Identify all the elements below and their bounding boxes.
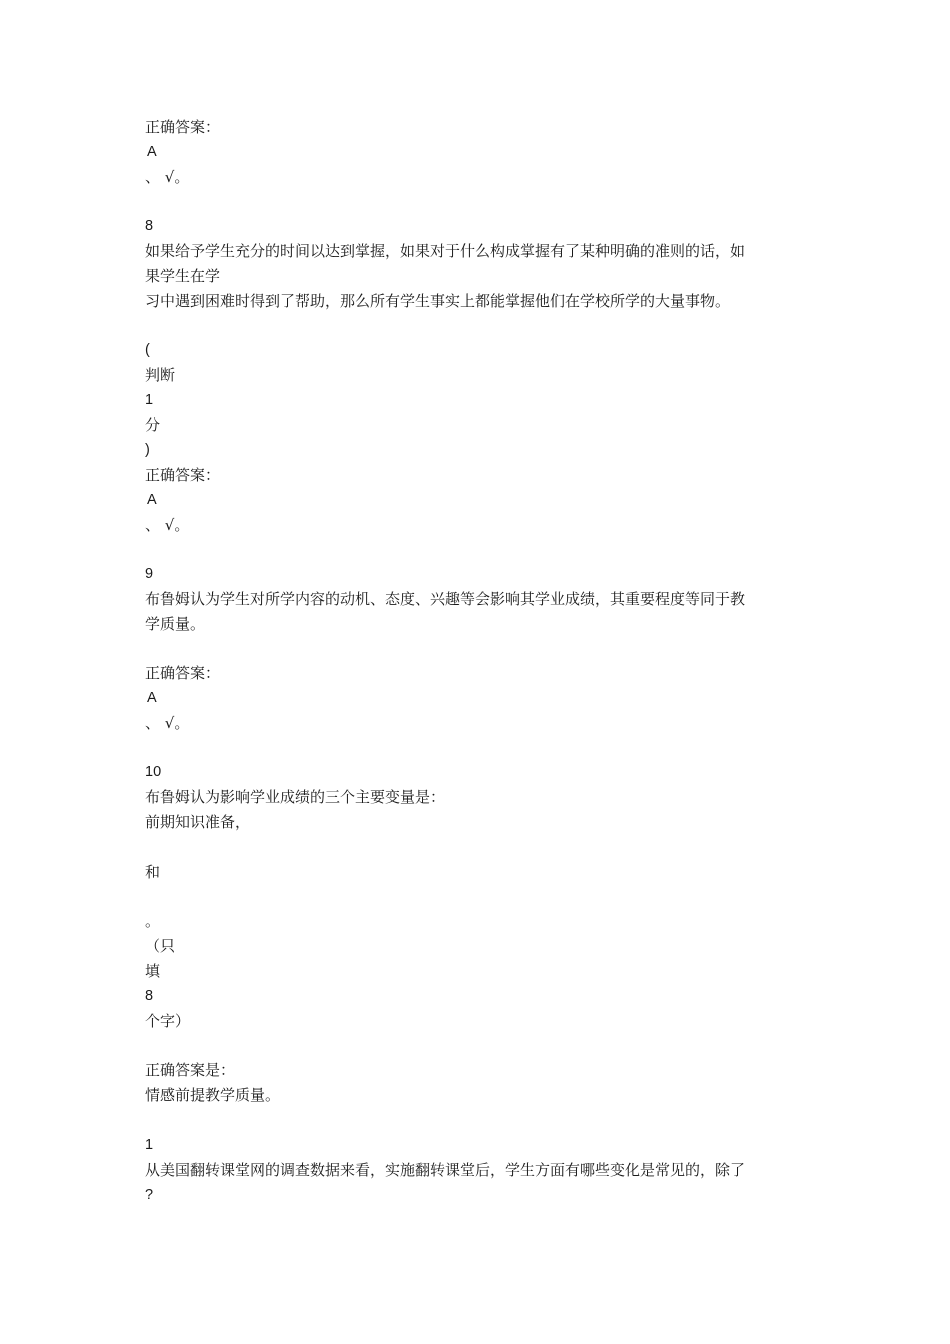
question-meta: 1 (145, 392, 154, 408)
answer-mark: 、 √。 (145, 168, 190, 186)
question-text-line: 从美国翻转课堂网的调查数据来看，实施翻转课堂后，学生方面有哪些变化是常见的，除了 (145, 1161, 746, 1179)
answer-option: A (147, 690, 157, 706)
question-text-line: 。 (145, 912, 161, 930)
question-text-line: 如果给予学生充分的时间以达到掌握，如果对于什么构成掌握有了某种明确的准则的话，如 (145, 242, 746, 260)
question-meta: （只 (145, 937, 176, 955)
question-text-line: 学质量。 (145, 615, 206, 633)
question-text-line: 习中遇到困难时得到了帮助，那么所有学生事实上都能掌握他们在学校所学的大量事物。 (145, 292, 731, 310)
question-number: 10 (145, 764, 162, 780)
answer-label: 正确答案： (145, 118, 221, 136)
question-meta: 分 (145, 416, 161, 434)
question-text-line: 前期知识准备， (145, 813, 251, 831)
answer-label: 正确答案： (145, 466, 221, 484)
question-number: 9 (145, 566, 154, 582)
answer-option: A (147, 144, 157, 160)
answer-label: 正确答案： (145, 664, 221, 682)
answer-mark: 、 √。 (145, 516, 190, 534)
question-text-line: 布鲁姆认为学生对所学内容的动机、态度、兴趣等会影响其学业成绩，其重要程度等同于教 (145, 590, 746, 608)
question-meta: ( (145, 342, 150, 358)
question-meta: 判断 (145, 366, 176, 384)
answer-text: 情感前提教学质量。 (145, 1086, 281, 1104)
answer-mark: 、 √。 (145, 714, 190, 732)
answer-option: A (147, 492, 157, 508)
question-text-line: 布鲁姆认为影响学业成绩的三个主要变量是： (145, 788, 446, 806)
question-text-line: 和 (145, 863, 161, 881)
question-meta: 8 (145, 988, 154, 1004)
question-number: 1 (145, 1137, 154, 1153)
answer-label: 正确答案是： (145, 1061, 236, 1079)
question-number: 8 (145, 218, 154, 234)
question-meta: 个字） (145, 1012, 191, 1030)
question-meta: 填 (145, 962, 161, 980)
question-meta: ) (145, 442, 150, 458)
question-text-line: 果学生在学 (145, 267, 221, 285)
question-text-line: ? (145, 1187, 154, 1203)
